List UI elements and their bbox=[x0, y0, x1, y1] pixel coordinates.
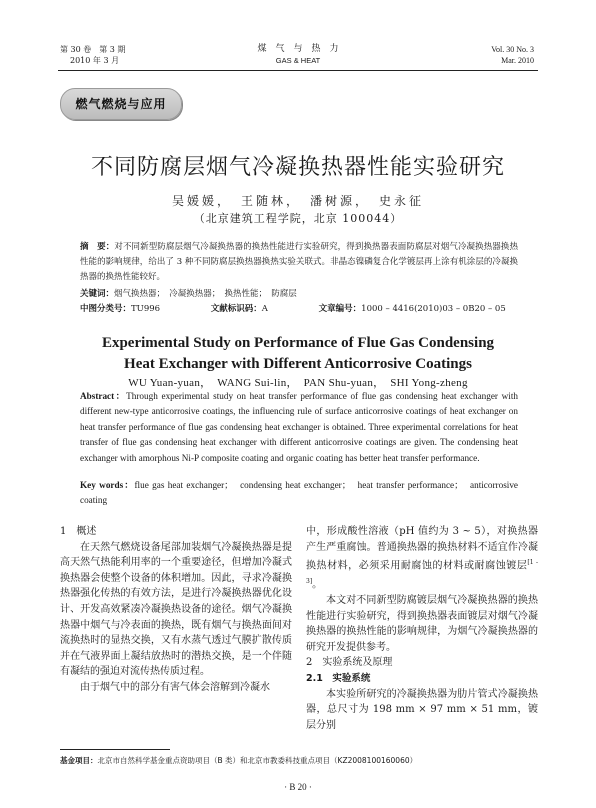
keywords-en-text: flue gas heat exchanger； condensing heat exchanger； heat transfer performance； anticorrosive coating bbox=[80, 480, 518, 506]
abstract-cn-label: 摘 要： bbox=[80, 242, 115, 252]
clc-value: TU996 bbox=[131, 304, 161, 314]
keywords-cn bbox=[80, 287, 518, 302]
keywords-en bbox=[80, 478, 518, 509]
keywords-cn-label: 关键词： bbox=[80, 289, 115, 299]
section-1-heading: 1 概述 bbox=[60, 526, 97, 537]
date-en: Mar. 2010 bbox=[501, 56, 534, 65]
subsection-2-1-heading: 2.1 实验系统 bbox=[306, 673, 371, 684]
title-en-line-1: Experimental Study on Performance of Flue Gas Condensing bbox=[101, 335, 495, 351]
header-rule bbox=[58, 70, 538, 71]
section-2-heading: 2 实验系统及原理 bbox=[306, 657, 393, 669]
paragraph-1: 在天然气燃烧设备尾部加装烟气冷凝换热器是提高天然气热能利用率的一个重要途径，但增加冷凝式换热器会使整个设备的体积增加。因此，寻求冷凝换热器强化传热的有效方法，是进行冷凝换热器优化设计、开发高效紧凑冷凝换热设备的途径。烟气冷凝换热器中烟气与冷表面的换热，既有烟气与换热面间对流换热时的显热交换，又有水蒸气透过气膜扩散传质并在气液界面上凝结放热时的潜热交换，是一个伴随有凝结的强迫对流传热传质过程。 bbox=[60, 541, 292, 678]
journal-name-en: GAS & HEAT bbox=[275, 56, 321, 65]
body-column-left bbox=[60, 524, 292, 696]
funding-footnote bbox=[60, 755, 417, 766]
abstract-en-text: Through experimental study on heat transfer performance of flue gas condensing heat exchanger with different new-type anticorrosive coatings, the influencing rule of surface anticorrosive coatings of heat exchanger on heat transfer performance of flue gas condensing heat exchanger is obtained. Three experimental correlations for heat transfer of flue gas condensing heat exchanger with different anticorrosive coatings are given. The condensing heat exchanger with amorphous Ni-P composite coating and organic coating has better heat transfer performance. bbox=[80, 391, 518, 463]
article-number-value: 1000 – 4416(2010)03 – 0B20 – 05 bbox=[361, 304, 506, 314]
abstract-cn bbox=[80, 240, 518, 285]
affiliation-cn: （北京建筑工程学院，北京 100044） bbox=[193, 212, 403, 225]
abstract-cn-text: 对不同新型防腐层烟气冷凝换热器的换热性能进行实验研究，得到换热器表面防腐层对烟气冷凝换热器换热性能的影响规律，给出了 3 种不同防腐层换热器换热实验关联式。非晶态镍磷复合化学镀层再上涂有机涂层的冷凝换热器的换热性能较好。 bbox=[80, 242, 518, 282]
date-cn: 2010 年 3 月 bbox=[70, 56, 120, 65]
clc-number bbox=[80, 304, 184, 314]
paragraph-2: 由于烟气中的部分有害气体会溶解到冷凝水 bbox=[80, 681, 270, 693]
paragraph-3 bbox=[306, 524, 538, 593]
section-badge: 燃气燃烧与应用 bbox=[60, 88, 182, 120]
clc-label: 中图分类号： bbox=[80, 304, 132, 314]
doc-code-value: A bbox=[261, 304, 268, 314]
body-column-right bbox=[306, 524, 538, 733]
paragraph-3-end: 。 bbox=[312, 579, 323, 591]
classification-line bbox=[80, 302, 554, 317]
authors-cn: 吴媛媛， 王随林， 潘树源， 史永征 bbox=[171, 194, 424, 208]
doc-code-label: 文献标识码： bbox=[210, 304, 262, 314]
article-title-cn: 不同防腐层烟气冷凝换热器性能实验研究 bbox=[90, 155, 505, 180]
footnote-rule bbox=[60, 749, 170, 750]
citation-ref: [1 - 3] bbox=[306, 559, 539, 586]
volume-issue-cn: 第 30 卷 第 3 期 bbox=[60, 45, 126, 54]
paragraph-3-text: 中，形成酸性溶液（pH 值约为 3 ~ 5），对换热器产生严重腐蚀。普通换热器的换热材料不适宜作冷凝换热材料，必须采用耐腐蚀的材料或耐腐蚀镀层 bbox=[306, 526, 538, 572]
article-title-en bbox=[0, 333, 596, 375]
funding-label: 基金项目： bbox=[60, 756, 98, 765]
paragraph-5: 本实验所研究的冷凝换热器为肋片管式冷凝换热器，总尺寸为 198 mm × 97 mm × 51 mm，镀层分别 bbox=[306, 688, 538, 731]
abstract-en bbox=[80, 389, 518, 466]
funding-text: 北京市自然科学基金重点资助项目（B 类）和北京市教委科技重点项目（KZ2008100160060） bbox=[97, 756, 418, 765]
keywords-en-label: Key words： bbox=[80, 480, 135, 490]
document-code bbox=[211, 304, 292, 314]
page-number: · B 20 · bbox=[284, 782, 312, 792]
journal-name-cn: 煤 气 与 热 力 bbox=[257, 44, 339, 54]
paragraph-4: 本文对不同新型防腐镀层烟气冷凝换热器的换热性能进行实验研究，得到换热器表面镀层对烟气冷凝换热器的换热性能的影响规律，为烟气冷凝换热器的研究开发提供参考。 bbox=[306, 595, 538, 653]
volume-issue-en: Vol. 30 No. 3 bbox=[491, 45, 534, 54]
article-number bbox=[319, 304, 530, 314]
authors-en: WU Yuan-yuan， WANG Sui-lin， PAN Shu-yuan， SHI Yong-zheng bbox=[128, 377, 468, 389]
title-en-line-2: Heat Exchanger with Different Anticorrosive Coatings bbox=[124, 356, 472, 372]
keywords-cn-text: 烟气换热器； 冷凝换热器； 换热性能； 防腐层 bbox=[114, 289, 297, 299]
running-header-right bbox=[491, 44, 534, 66]
abstract-en-label: Abstract： bbox=[80, 391, 127, 401]
article-number-label: 文章编号： bbox=[318, 304, 362, 314]
